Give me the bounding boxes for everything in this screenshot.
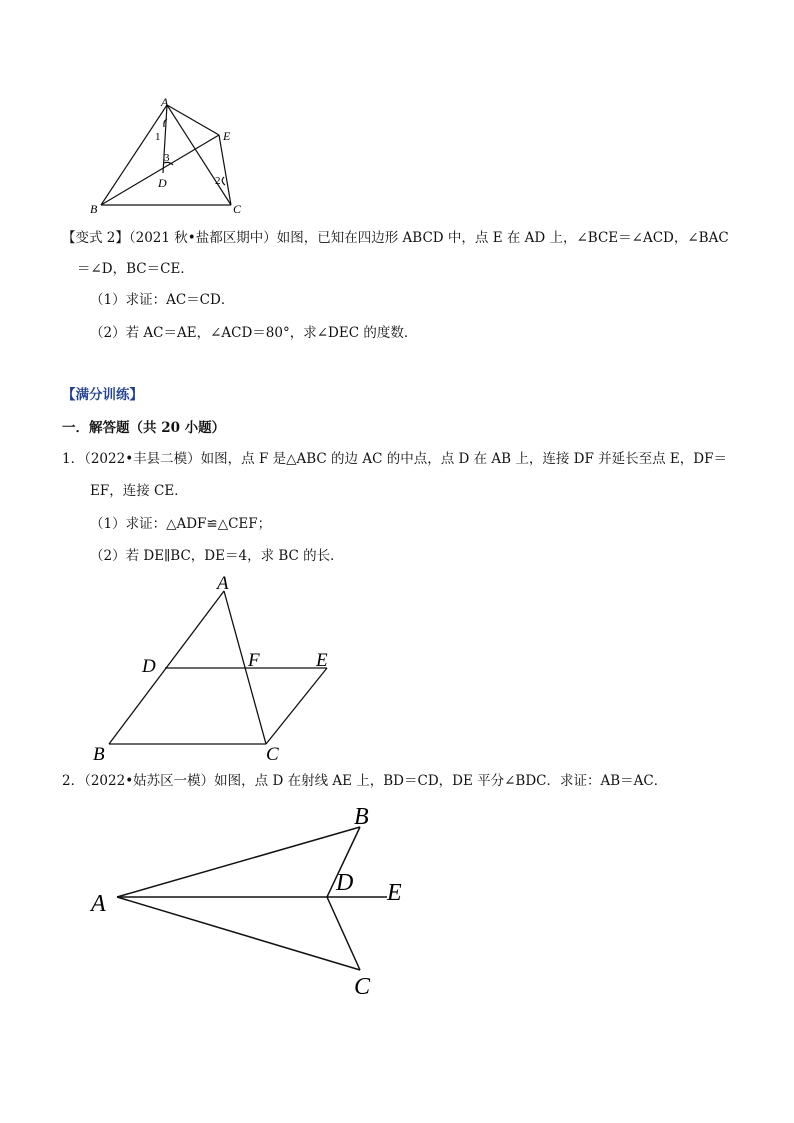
figure-triangle-def [85, 572, 345, 767]
variant2-line2: ＝∠D，BC＝CE． [77, 261, 194, 277]
problem2-line1: 2．（2022•姑苏区一模）如图，点 D 在射线 AE 上，BD＝CD，DE 平分∠BDC．求证：AB＝AC． [62, 773, 668, 789]
angle-label-2: 2 [215, 175, 221, 187]
label-a: A [217, 573, 229, 594]
figure-quadrilateral-abcde [85, 95, 255, 220]
label-a: A [91, 891, 106, 917]
segment-ec [219, 135, 231, 205]
variant2-question2: （2）若 AC＝AE，∠ACD＝80°，求∠DEC 的度数． [90, 325, 418, 341]
segment-be [101, 135, 219, 205]
label-e: E [316, 650, 328, 671]
segment-ab [117, 827, 360, 897]
angle-label-3: 3 [164, 152, 170, 164]
label-b: B [354, 804, 369, 830]
segment-ac [167, 105, 231, 205]
segment-dc [327, 897, 360, 970]
variant2-question1: （1）求证：AC＝CD． [90, 292, 235, 308]
section-subtitle: 一．解答题（共 20 小题） [62, 420, 226, 436]
label-c: C [266, 744, 279, 765]
segment-ae [167, 105, 219, 135]
label-e: E [387, 880, 402, 906]
problem1-line2: EF，连接 CE． [90, 483, 188, 499]
label-f: F [248, 650, 260, 671]
angle-arc-2 [222, 177, 225, 185]
label-a: A [161, 95, 169, 109]
label-d: D [142, 656, 156, 677]
label-b: B [93, 744, 105, 765]
label-c: C [354, 974, 371, 1000]
segment-ac [117, 897, 360, 970]
problem1-question1: （1）求证：△ADF≌△CEF； [90, 516, 272, 532]
problem1-question2: （2）若 DE∥BC，DE＝4，求 BC 的长． [90, 548, 344, 564]
label-b: B [90, 202, 98, 216]
segment-ec [266, 668, 327, 744]
label-e: E [223, 129, 231, 143]
label-c: C [233, 202, 242, 216]
section-title: 【满分训练】 [62, 387, 143, 403]
problem1-line1: 1．（2022•丰县二模）如图，点 F 是△ABC 的边 AC 的中点，点 D 在 AB 上，连接 DF 并延长至点 E，DF＝ [62, 451, 727, 467]
label-d: D [158, 176, 167, 190]
label-d: D [336, 870, 354, 896]
segment-ab [101, 105, 167, 205]
variant2-line1: 【变式 2】（2021 秋•盐都区期中）如图，已知在四边形 ABCD 中，点 E 在 AD 上，∠BCE＝∠ACD，∠BAC [62, 230, 729, 246]
angle-label-1: 1 [155, 131, 161, 143]
figure-arrow-abcde [85, 800, 415, 1005]
